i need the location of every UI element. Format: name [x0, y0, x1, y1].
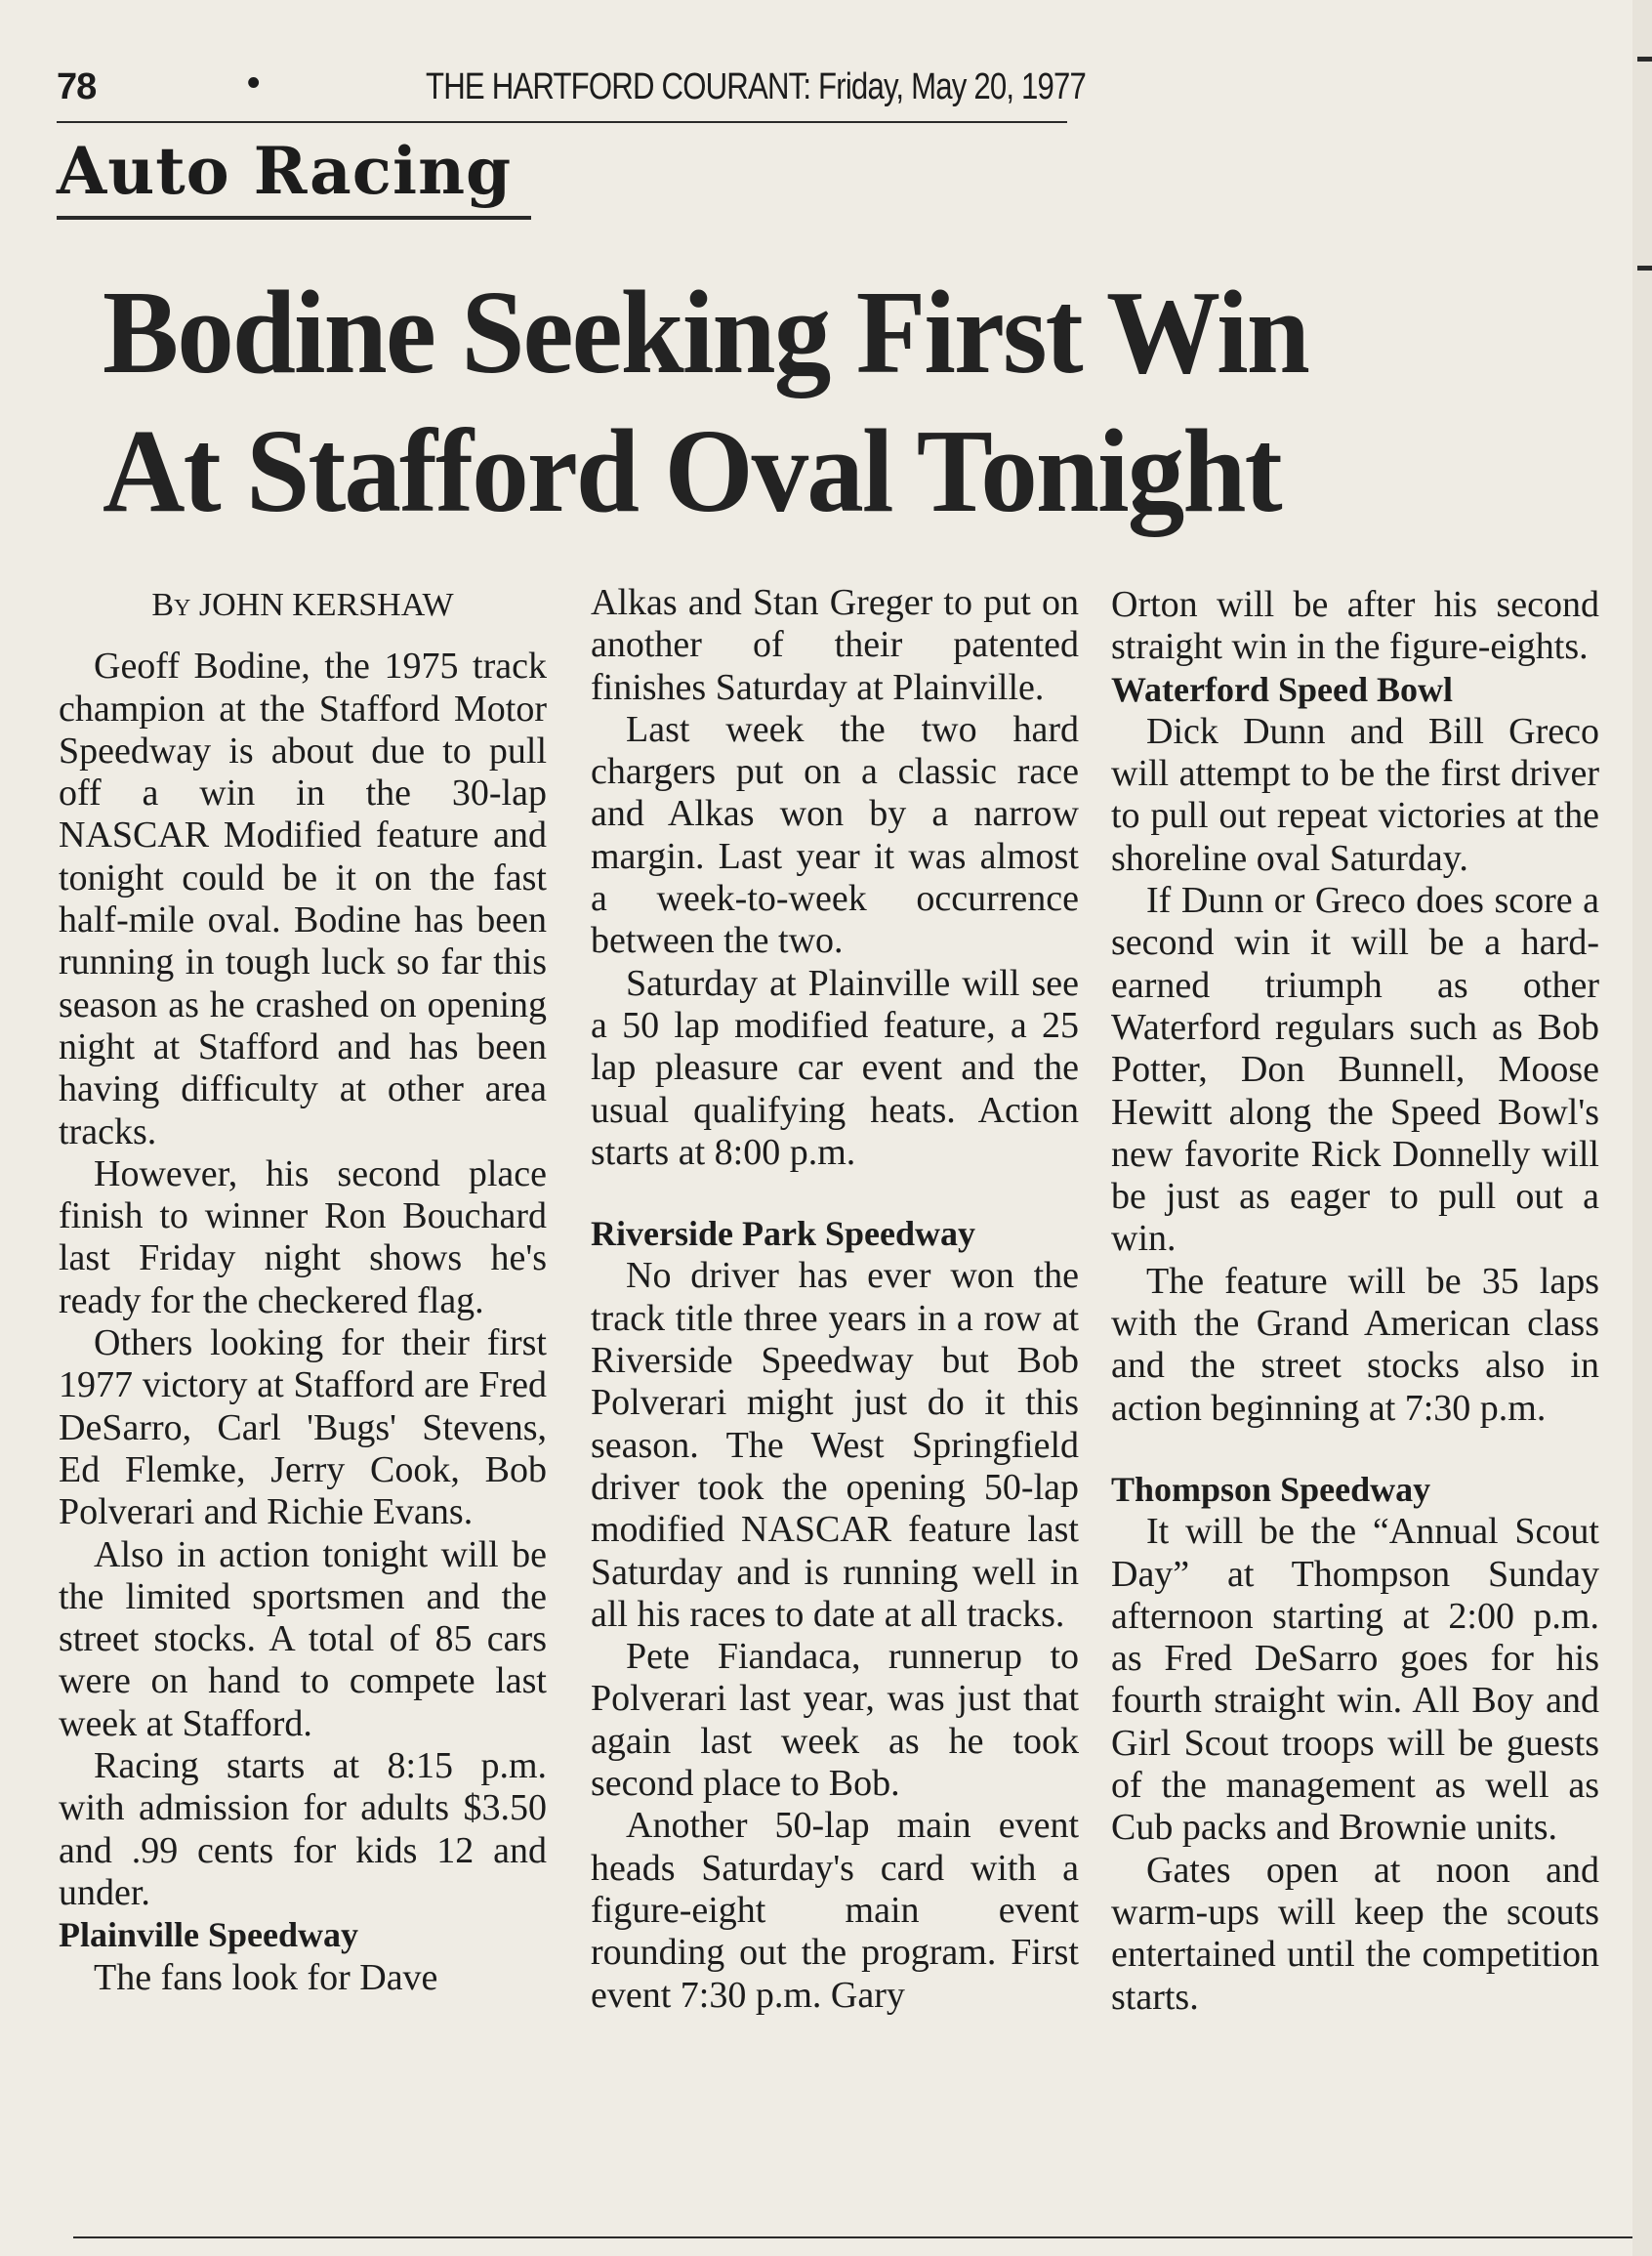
paragraph: Also in action tonight will be the limited sportsmen and the street stocks. A total of 85 cars were on hand to compete last week at Stafford.: [59, 1533, 547, 1744]
subhead-waterford: Waterford Speed Bowl: [1111, 669, 1453, 709]
paragraph: Saturday at Plainville will see a 50 lap modified feature, a 25 lap pleasure car event and the usual qualifying heats. Action starts at 8:00 p.m.: [591, 962, 1079, 1173]
subhead-thompson: Thompson Speedway: [1111, 1469, 1431, 1509]
paragraph: Others looking for their first 1977 victory at Stafford are Fred DeSarro, Carl 'Bugs' Stevens, Ed Flemke, Jerry Cook, Bob Polverari and Richie Evans.: [59, 1322, 547, 1533]
article-column-3: [1111, 584, 1599, 2019]
page-number: 78: [57, 66, 97, 107]
masthead-separator: •: [247, 63, 260, 104]
paragraph: Pete Fiandaca, runnerup to Polverari last year, was just that again last week as he took second place to Bob.: [591, 1636, 1079, 1805]
section-title: Auto Racing: [57, 133, 513, 209]
subhead-plainville: Plainville Speedway: [59, 1915, 359, 1955]
paragraph: The fans look for Dave: [94, 1956, 438, 1998]
paragraph: Gates open at noon and warm-ups will keep the scouts entertained until the competition starts.: [1111, 1849, 1599, 2018]
masthead: [57, 63, 1087, 123]
bottom-rule: [73, 2236, 1635, 2238]
headline: [103, 264, 1415, 541]
paragraph: Dick Dunn and Bill Greco will attempt to be the first driver to pull out repeat victories at the shoreline oval Saturday.: [1111, 710, 1599, 879]
headline-line-1: Bodine Seeking First Win: [103, 267, 1308, 398]
paragraph: Another 50-lap main event heads Saturday's card with a figure-eight main event rounding out the program. First event 7:30 p.m. Gary: [591, 1805, 1079, 2016]
headline-line-2: At Stafford Oval Tonight: [103, 405, 1281, 537]
paragraph: It will be the “Annual Scout Day” at Thompson Sunday afternoon starting at 2:00 p.m. as Fred DeSarro goes for his fourth straight win. All Boy and Girl Scout troops will be guests of the management as well as Cub packs and Brownie units.: [1111, 1511, 1599, 1849]
paper-date-line: THE HARTFORD COURANT: Friday, May 20, 1977: [426, 66, 1087, 107]
paragraph: Alkas and Stan Greger to put on another of their patented finishes Saturday at Plainville.: [591, 582, 1079, 708]
section-header: [57, 132, 531, 220]
paragraph: Last week the two hard chargers put on a classic race and Alkas won by a narrow margin. Last year it was almost a week-to-week occurrence between the two.: [591, 708, 1079, 962]
edge-mark: [1637, 57, 1652, 62]
paragraph: Racing starts at 8:15 p.m. with admission for adults $3.50 and .99 cents for kids 12 and under.: [59, 1745, 547, 1913]
paragraph: No driver has ever won the track title three years in a row at Riverside Speedway but Bob Polverari might just do it this season. The West Springfield driver took the opening 50-lap modified NASCAR feature last Saturday and is running well in all his races to date at all tracks.: [591, 1255, 1079, 1635]
article-column-1: [59, 584, 547, 1999]
paragraph: The feature will be 35 laps with the Grand American class and the street stocks also in action beginning at 7:30 p.m.: [1111, 1260, 1599, 1429]
paragraph: If Dunn or Greco does score a second win it will be a hard-earned triumph as other Waterford regulars such as Bob Potter, Don Bunnell, Moose Hewitt along the Speed Bowl's new favorite Rick Donnelly will be just as eager to pull out a win.: [1111, 880, 1599, 1260]
paragraph: Orton will be after his second straight win in the figure-eights.: [1111, 584, 1599, 668]
subhead-riverside: Riverside Park Speedway: [591, 1214, 975, 1254]
edge-mark: [1637, 266, 1652, 271]
byline: By JOHN KERSHAW: [151, 587, 454, 623]
paragraph: However, his second place finish to winner Ron Bouchard last Friday night shows he's ready for the checkered flag.: [59, 1152, 547, 1321]
article-column-2: [591, 582, 1079, 2017]
adjacent-column-edge: [1632, 0, 1652, 2256]
paragraph: Geoff Bodine, the 1975 track champion at the Stafford Motor Speedway is about due to pull off a win in the 30-lap NASCAR Modified feature and tonight could be it on the fast half-mile oval. Bodine has been running in tough luck so far this season as he crashed on opening night at Stafford and has been having difficulty at other area tracks.: [59, 646, 547, 1152]
